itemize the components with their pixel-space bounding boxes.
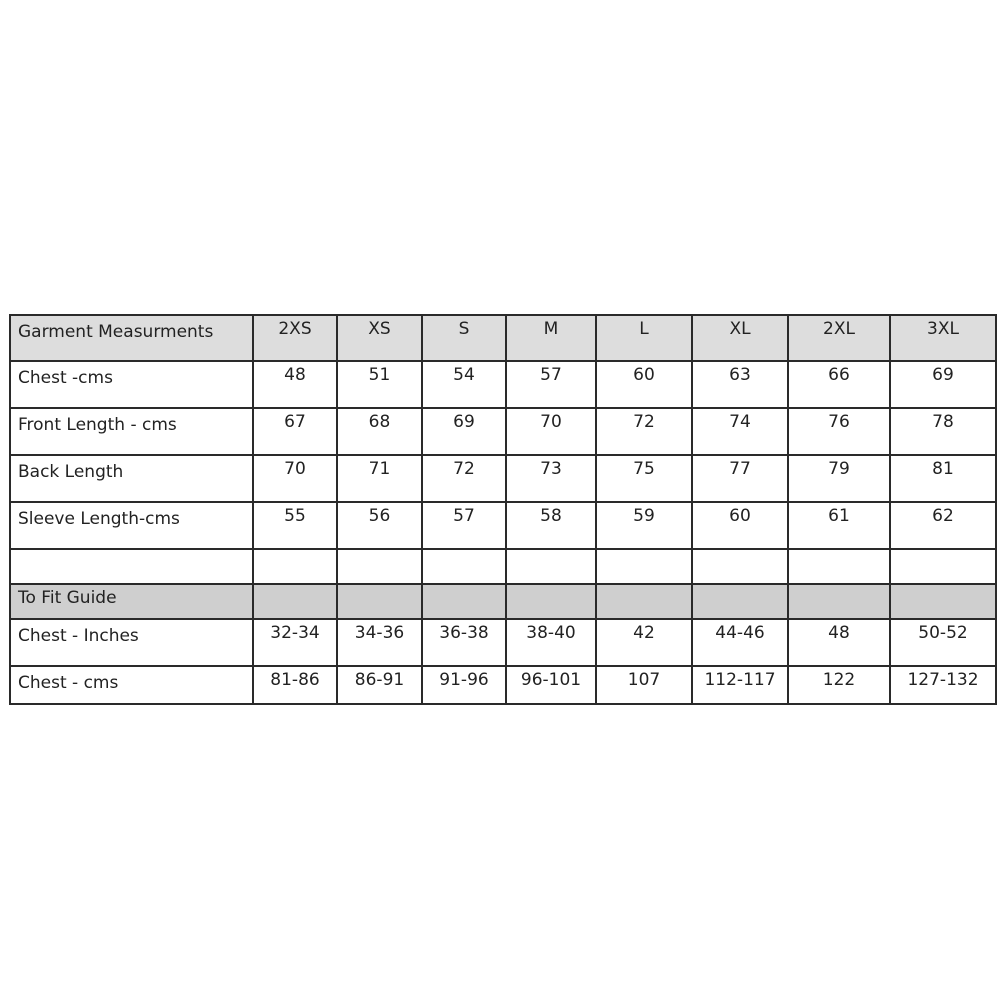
header-label: Garment Measurments <box>10 315 253 361</box>
cell-value: 79 <box>788 455 890 502</box>
table-row <box>10 502 996 549</box>
shaded-cell <box>788 584 890 619</box>
shaded-cell <box>337 584 422 619</box>
shaded-cell <box>596 584 692 619</box>
cell-value: 42 <box>596 619 692 666</box>
cell-value: 122 <box>788 666 890 704</box>
table-row <box>10 619 996 666</box>
cell-value: 71 <box>337 455 422 502</box>
cell-value: 72 <box>596 408 692 455</box>
blank-cell <box>692 549 788 584</box>
cell-value: 72 <box>422 455 506 502</box>
cell-value: 112-117 <box>692 666 788 704</box>
cell-value: 62 <box>890 502 996 549</box>
cell-value: 107 <box>596 666 692 704</box>
cell-value: 69 <box>890 361 996 408</box>
table-header-row <box>10 315 996 361</box>
cell-value: 127-132 <box>890 666 996 704</box>
shaded-cell <box>422 584 506 619</box>
blank-cell <box>337 549 422 584</box>
blank-cell <box>788 549 890 584</box>
cell-value: 57 <box>506 361 596 408</box>
cell-value: 69 <box>422 408 506 455</box>
cell-value: 57 <box>422 502 506 549</box>
blank-cell <box>422 549 506 584</box>
fit-guide-header-row <box>10 584 996 619</box>
table-row <box>10 455 996 502</box>
blank-cell <box>890 549 996 584</box>
cell-value: 60 <box>596 361 692 408</box>
size-header-l: L <box>596 315 692 361</box>
size-header-2xl: 2XL <box>788 315 890 361</box>
size-chart-table <box>9 314 997 705</box>
size-header-3xl: 3XL <box>890 315 996 361</box>
cell-value: 67 <box>253 408 337 455</box>
cell-value: 70 <box>506 408 596 455</box>
cell-value: 54 <box>422 361 506 408</box>
cell-value: 86-91 <box>337 666 422 704</box>
cell-value: 38-40 <box>506 619 596 666</box>
shaded-cell <box>890 584 996 619</box>
row-label: Chest - cms <box>10 666 253 704</box>
cell-value: 78 <box>890 408 996 455</box>
size-header-2xs: 2XS <box>253 315 337 361</box>
row-label: Back Length <box>10 455 253 502</box>
size-header-m: M <box>506 315 596 361</box>
cell-value: 34-36 <box>337 619 422 666</box>
cell-value: 76 <box>788 408 890 455</box>
fit-guide-label: To Fit Guide <box>10 584 253 619</box>
cell-value: 36-38 <box>422 619 506 666</box>
cell-value: 48 <box>253 361 337 408</box>
cell-value: 50-52 <box>890 619 996 666</box>
cell-value: 81 <box>890 455 996 502</box>
cell-value: 66 <box>788 361 890 408</box>
table-row <box>10 408 996 455</box>
cell-value: 56 <box>337 502 422 549</box>
shaded-cell <box>692 584 788 619</box>
blank-row <box>10 549 996 584</box>
blank-cell <box>596 549 692 584</box>
cell-value: 73 <box>506 455 596 502</box>
cell-value: 51 <box>337 361 422 408</box>
cell-value: 81-86 <box>253 666 337 704</box>
cell-value: 75 <box>596 455 692 502</box>
cell-value: 61 <box>788 502 890 549</box>
cell-value: 60 <box>692 502 788 549</box>
cell-value: 74 <box>692 408 788 455</box>
blank-cell <box>506 549 596 584</box>
row-label: Sleeve Length-cms <box>10 502 253 549</box>
size-header-s: S <box>422 315 506 361</box>
cell-value: 48 <box>788 619 890 666</box>
table-row <box>10 361 996 408</box>
size-header-xs: XS <box>337 315 422 361</box>
cell-value: 91-96 <box>422 666 506 704</box>
cell-value: 68 <box>337 408 422 455</box>
row-label: Chest - Inches <box>10 619 253 666</box>
table-row <box>10 666 996 704</box>
cell-value: 44-46 <box>692 619 788 666</box>
cell-value: 96-101 <box>506 666 596 704</box>
cell-value: 70 <box>253 455 337 502</box>
blank-cell <box>10 549 253 584</box>
shaded-cell <box>506 584 596 619</box>
size-header-xl: XL <box>692 315 788 361</box>
row-label: Front Length - cms <box>10 408 253 455</box>
shaded-cell <box>253 584 337 619</box>
blank-cell <box>253 549 337 584</box>
row-label: Chest -cms <box>10 361 253 408</box>
cell-value: 32-34 <box>253 619 337 666</box>
cell-value: 63 <box>692 361 788 408</box>
cell-value: 55 <box>253 502 337 549</box>
cell-value: 58 <box>506 502 596 549</box>
cell-value: 59 <box>596 502 692 549</box>
cell-value: 77 <box>692 455 788 502</box>
